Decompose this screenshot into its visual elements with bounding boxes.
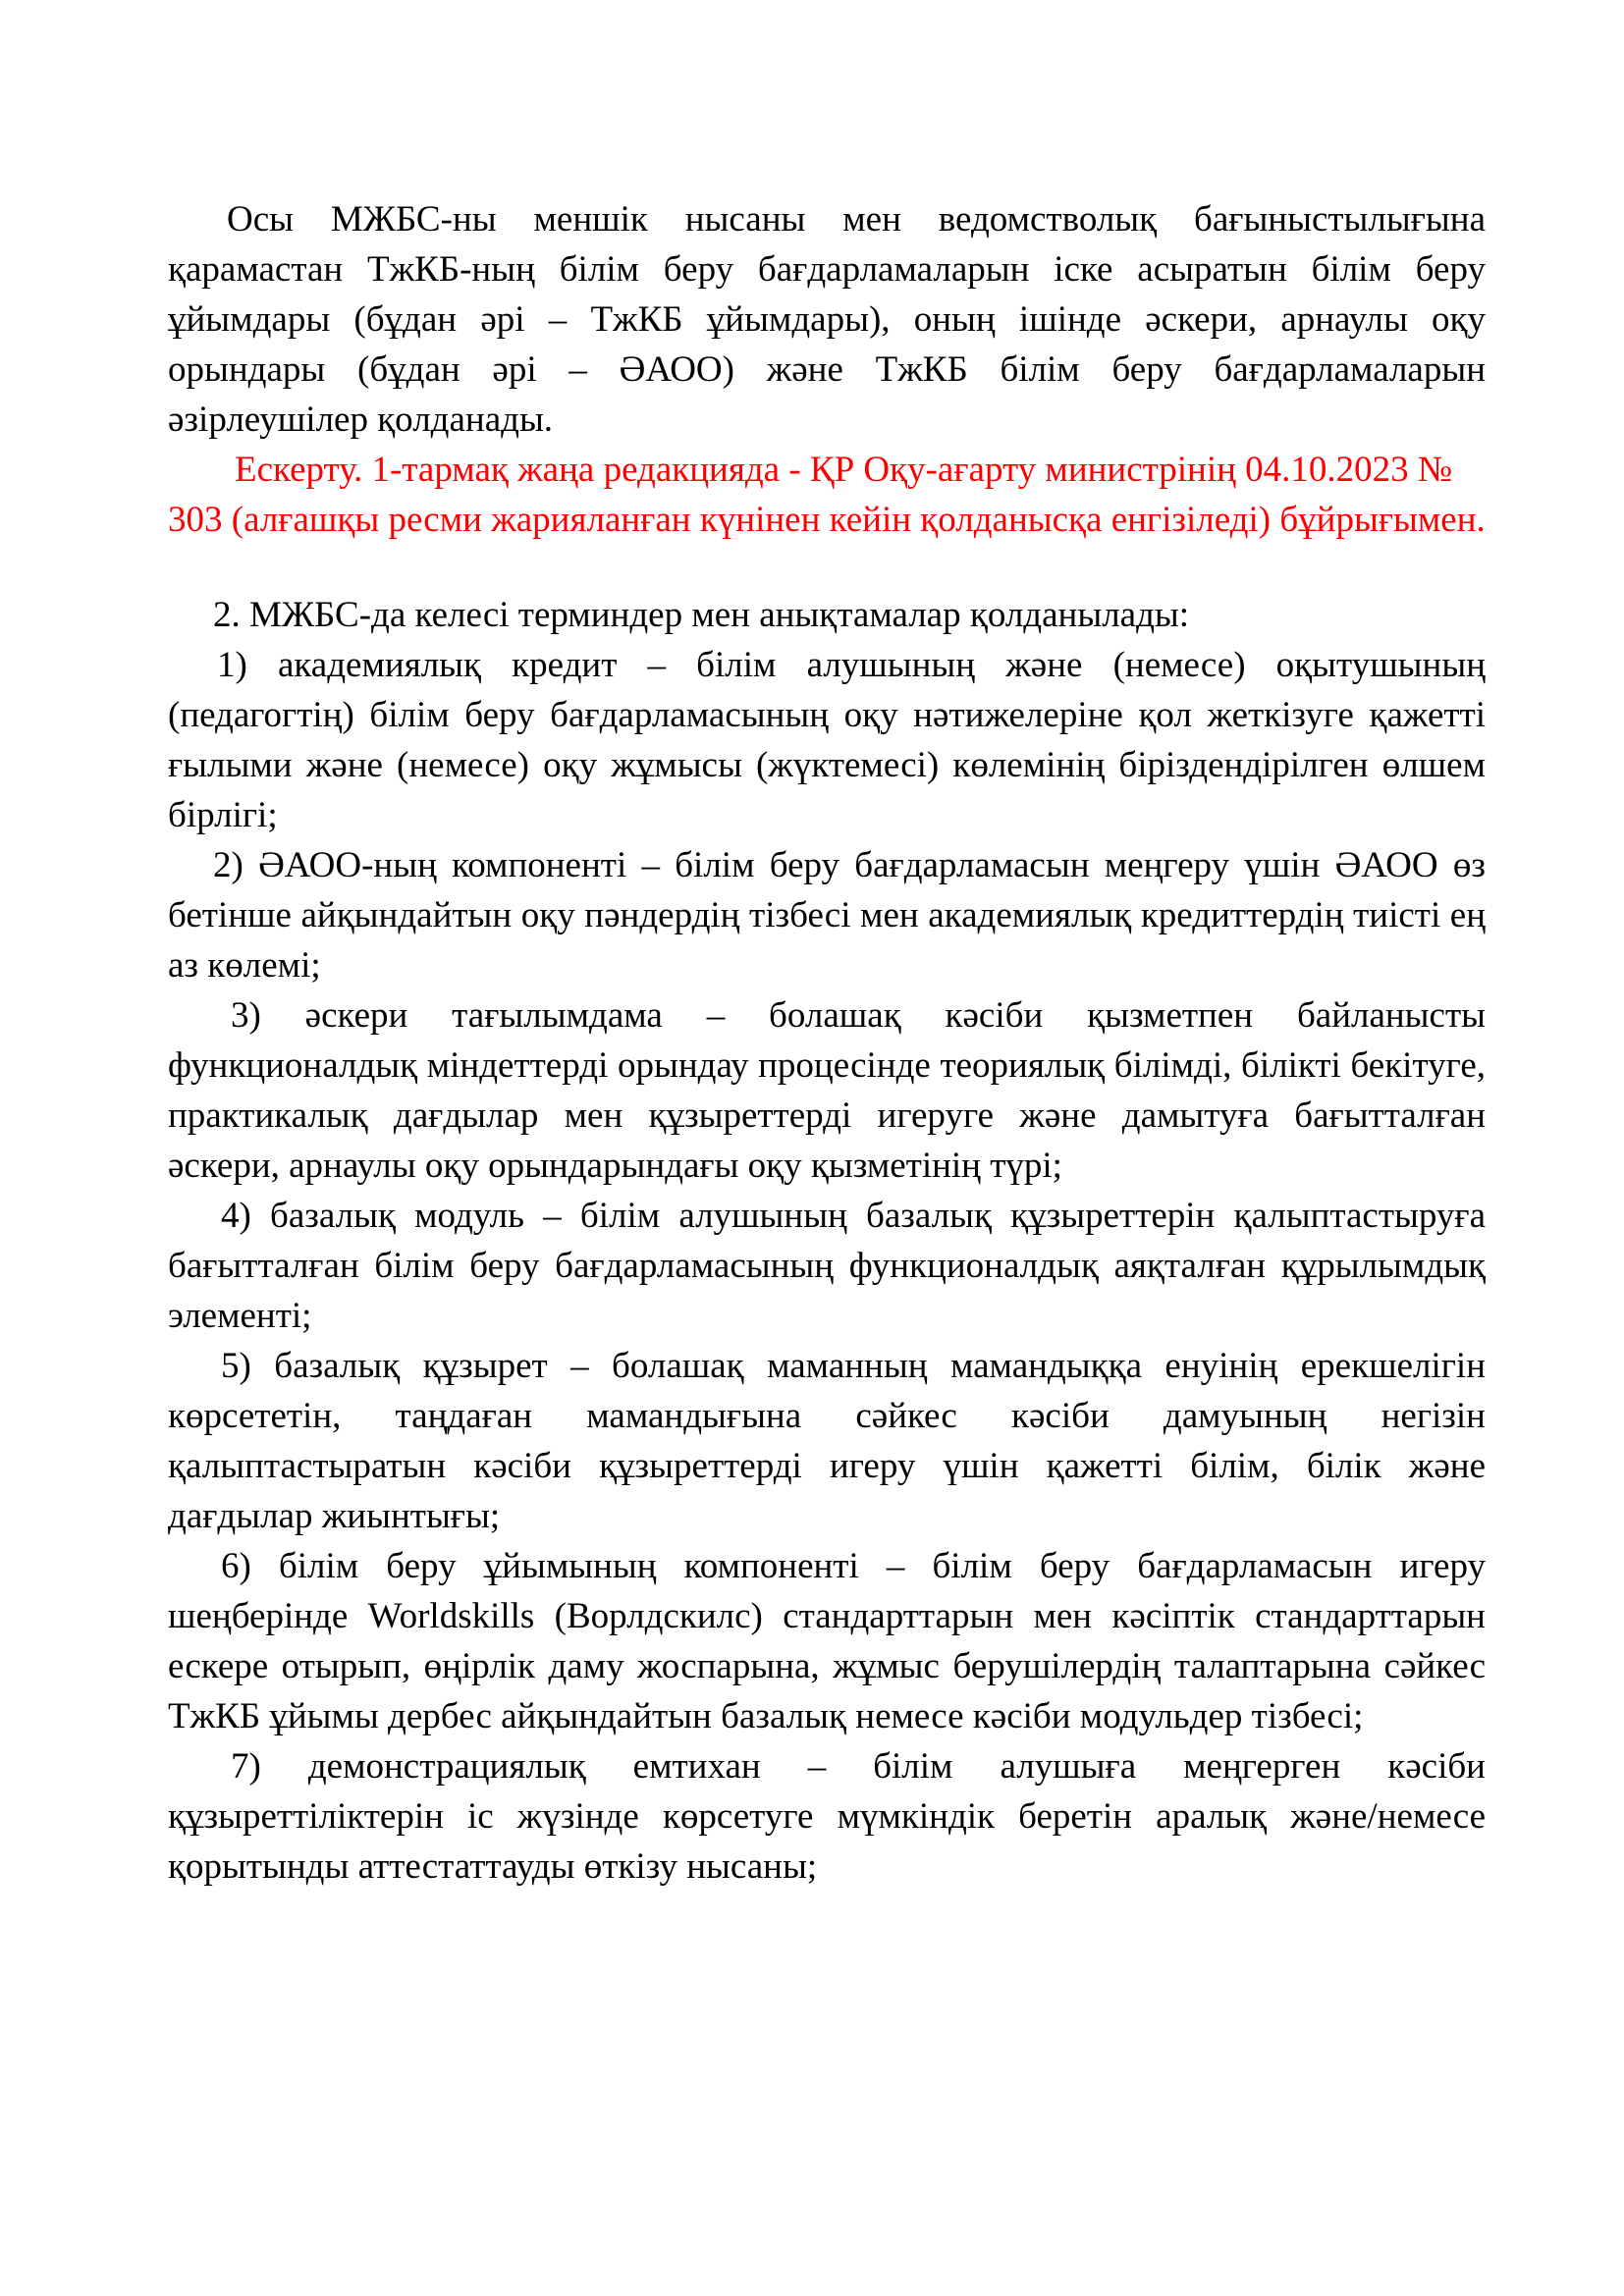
- definition-item-3: 3) әскери тағылымдама – болашақ кәсіби қызметпен байланысты функционалдық міндеттерді орындау процесінде теориялық білімді, білікті бекітуге, практикалық дағдылар мен құзыреттерді игеруге және дамытуға бағытталған әскери, арнаулы оқу орындарындағы оқу қызметінің түрі;: [168, 995, 1486, 1186]
- paragraph-intro: Осы МЖБС-ны меншік нысаны мен ведомстволық бағыныстылығына қарамастан ТжКБ-ның білім беру бағдарламаларын іске асыратын білім беру ұйымдары (бұдан әрі – ТжКБ ұйымдары), оның ішінде әскери, арнаулы оқу орындары (бұдан әрі – ӘАОО) және ТжКБ білім беру бағдарламаларын әзірлеушілер қолданады.: [168, 199, 1486, 440]
- definition-item-7: 7) демонстрациялық емтихан – білім алушыға меңгерген кәсіби құзыреттіліктерін іс жүзінде көрсетуге мүмкіндік беретін аралық және/немесе қорытынды аттестаттауды өткізу нысаны;: [168, 1746, 1486, 1887]
- paragraph-gap: [168, 545, 1486, 590]
- definition-item-1: 1) академиялық кредит – білім алушының және (немесе) оқытушының (педагогтің) білім беру бағдарламасының оқу нәтижелеріне қол жеткізуге қажетті ғылыми және (немесе) оқу жұмысы (жүктемесі) көлемінің біріздендірілген өлшем бірлігі;: [168, 645, 1486, 835]
- definition-item-6: 6) білім беру ұйымының компоненті – білім беру бағдарламасын игеру шеңберінде Worldskills (Ворлдскилс) стандарттарын мен кәсіптік стандарттарын ескере отырып, өңірлік даму жоспарына, жұмыс берушілердің талаптарына сәйкес ТжКБ ұйымы дербес айқындайтын базалық немесе кәсіби модульдер тізбесі;: [168, 1546, 1486, 1736]
- document-page: [168, 194, 1486, 1892]
- paragraph-item-2: 2. МЖБС-да келесі терминдер мен анықтамалар қолданылады:: [213, 595, 1190, 635]
- definition-item-4: 4) базалық модуль – білім алушының базалық құзыреттерін қалыптастыруға бағытталған білім беру бағдарламасының функционалдық аяқталған құрылымдық элементі;: [168, 1196, 1486, 1336]
- definition-item-2: 2) ӘАОО-ның компоненті – білім беру бағдарламасын меңгеру үшін ӘАОО өз бетінше айқындайтын оқу пәндердің тізбесі мен академиялық кредиттердің тиісті ең аз көлемі;: [168, 845, 1486, 986]
- definition-item-5: 5) базалық құзырет – болашақ маманның мамандыққа енуінің ерекшелігін көрсететін, таңдаған мамандығына сәйкес кәсіби дамуының негізін қалыптастыратын кәсіби құзыреттерді игеру үшін қажетті білім, білік және дағдылар жиынтығы;: [168, 1346, 1486, 1536]
- amendment-note: Ескерту. 1-тармақ жаңа редакцияда - ҚР Оқу-ағарту министрінің 04.10.2023 № 303 (алғашқы ресми жарияланған күнінен кейін қолданысқа енгізіледі) бұйрығымен.: [168, 450, 1486, 540]
